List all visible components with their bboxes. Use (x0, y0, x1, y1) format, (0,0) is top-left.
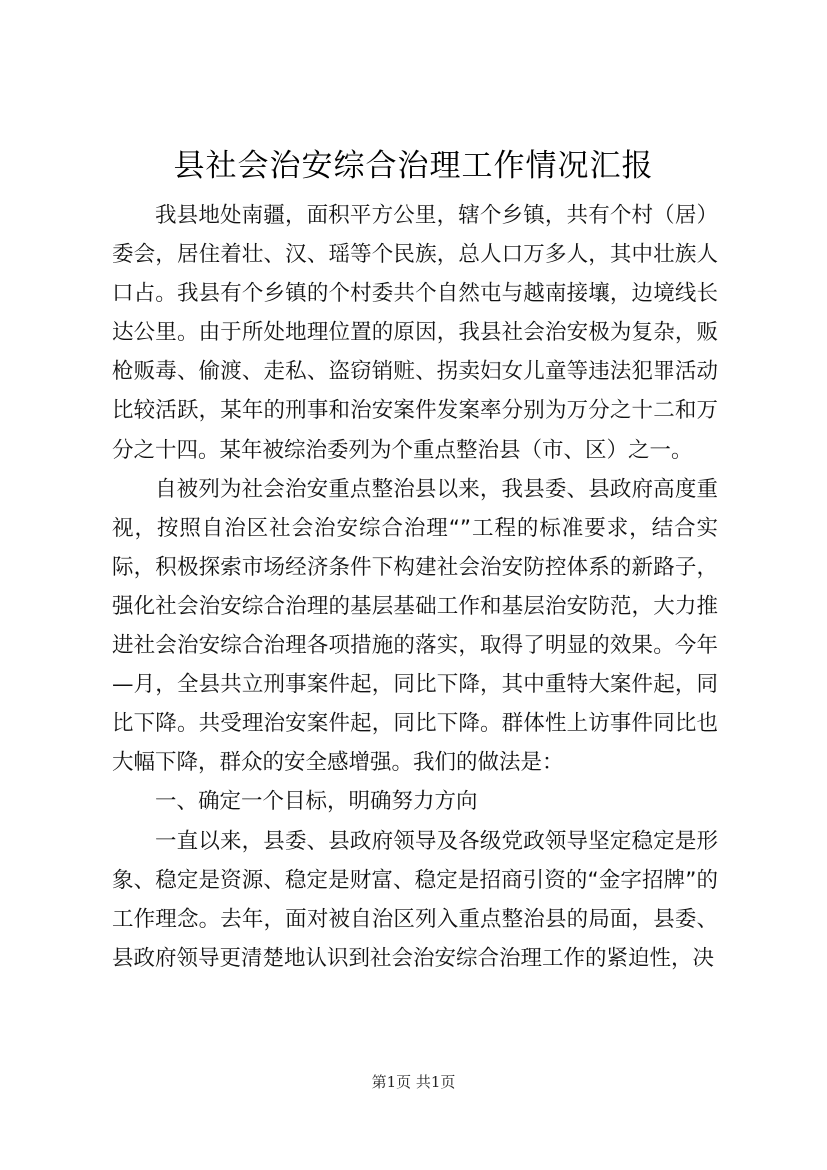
page-footer: 第1页 共1页 (371, 1073, 456, 1091)
paragraph-2: 自被列为社会治安重点整治县以来，我县委、县政府高度重视，按照自治区社会治安综合治理“”工程的标准要求，结合实际，积极探索市场经济条件下构建社会治安防控体系的新路子，强化社会治安综合治理的基层基础工作和基层治安防范，大力推进社会治安综合治理各项措施的落实，取得了明显的效果。今年—月，全县共立刑事案件起，同比下降，其中重特大案件起，同比下降。共受理治安案件起，同比下降。群体性上访事件同比也大幅下降，群众的安全感增强。我们的做法是： (112, 476, 718, 776)
section-heading-1: 一、确定一个目标，明确努力方向 (155, 789, 478, 815)
document-title: 县社会治安综合治理工作情况汇报 (173, 148, 654, 184)
paragraph-3: 一直以来，县委、县政府领导及各级党政领导坚定稳定是形象、稳定是资源、稳定是财富、稳定是招商引资的“金字招牌”的工作理念。去年，面对被自治区列入重点整治县的局面，县委、县政府领导更清楚地认识到社会治安综合治理工作的紧迫性，决 (112, 828, 718, 971)
paragraph-1: 我县地处南疆，面积平方公里，辖个乡镇，共有个村（居）委会，居住着壮、汉、瑶等个民族，总人口万多人，其中壮族人口占。我县有个乡镇的个村委共个自然屯与越南接壤，边境线长达公里。由于所处地理位置的原因，我县社会治安极为复杂，贩枪贩毒、偷渡、走私、盗窃销赃、拐卖妇女儿童等违法犯罪活动比较活跃，某年的刑事和治安案件发案率分别为万分之十二和万分之十四。某年被综治委列为个重点整治县（市、区）之一。 (112, 203, 718, 463)
document-body (112, 196, 718, 978)
